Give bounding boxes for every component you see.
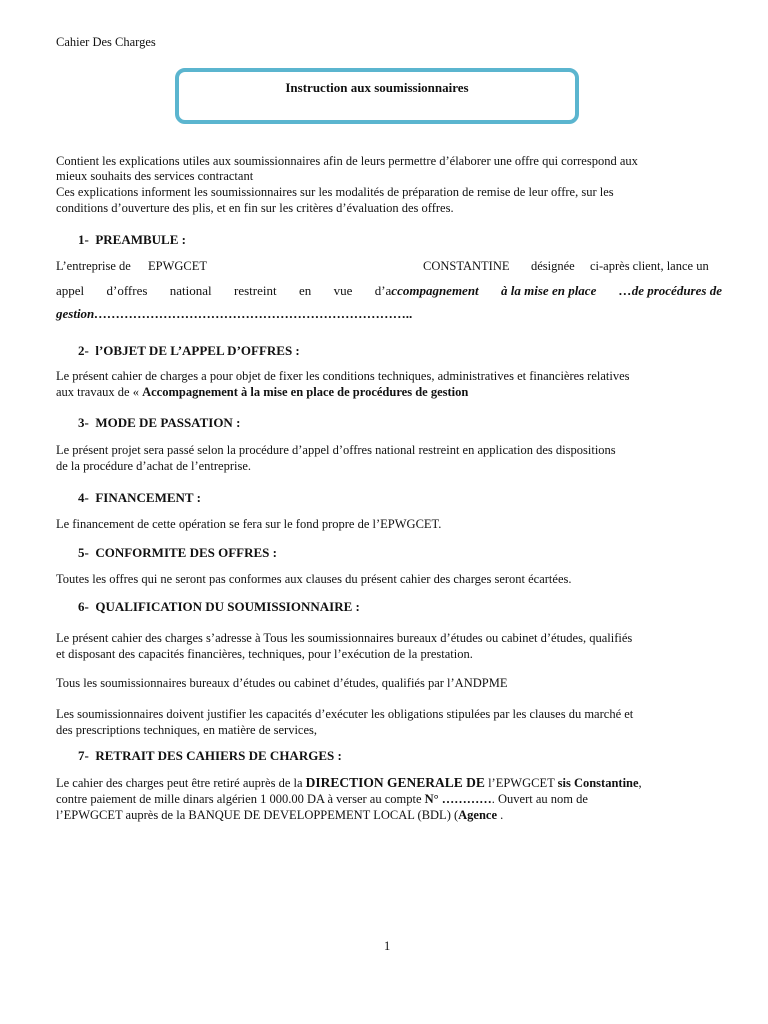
- intro-line-2: mieux souhaits des services contractant: [56, 169, 254, 183]
- section-2-title: l’OBJET DE L’APPEL D’OFFRES :: [95, 343, 300, 358]
- preambule-phrase-procedures: …de procédures de: [618, 283, 722, 298]
- preambule-word-national: national: [169, 283, 212, 298]
- passation-line-2: de la procédure d’achat de l’entreprise.: [56, 459, 252, 473]
- section-5-title: CONFORMITE DES OFFRES :: [95, 545, 277, 560]
- conformite-line-1: Toutes les offres qui ne seront pas conformes aux clauses du présent cahier des charges seront écartées.: [56, 572, 572, 586]
- retrait-location: sis Constantine: [557, 776, 639, 790]
- intro-line-3: Ces explications informent les soumissionnaires sur les modalités de préparation de remise de leur offre, sur les: [56, 185, 614, 199]
- preambule-word-vue: vue: [333, 283, 353, 298]
- section-2-heading: [78, 343, 300, 359]
- preambule-text-d: désignée: [531, 259, 575, 273]
- preambule-city: CONSTANTINE: [423, 259, 510, 273]
- qualification-p1-line-1: Le présent cahier des charges s’adresse à Tous les soumissionnaires bureaux d’études ou cabinet d’études, qualifiés: [56, 631, 633, 645]
- retrait-payment-text: contre paiement de mille dinars algérien 1 000.00 DA à verser au compte: [56, 792, 425, 806]
- retrait-comma: ,: [638, 776, 642, 790]
- retrait-bank-text: l’EPWGCET auprès de la BANQUE DE DEVELOPPEMENT LOCAL (BDL) (: [56, 808, 459, 822]
- preambule-word-accompagnement: ccompagnement: [391, 283, 479, 298]
- section-7-heading: [78, 748, 342, 764]
- section-5-heading: [78, 545, 277, 561]
- document-header-label: Cahier Des Charges: [56, 35, 156, 49]
- qualification-p2-line-1: Tous les soumissionnaires bureaux d’études ou cabinet d’études, qualifiés par l’ANDPME: [56, 676, 508, 690]
- retrait-direction: DIRECTION GENERALE DE: [305, 775, 485, 790]
- preambule-word-da: d’a: [374, 283, 392, 298]
- section-6-title: QUALIFICATION DU SOUMISSIONNAIRE :: [95, 599, 360, 614]
- intro-line-4: conditions d’ouverture des plis, et en fin sur les critères d’évaluation des offres.: [56, 201, 454, 215]
- section-3-number: 3-: [78, 415, 89, 430]
- section-1-number: 1-: [78, 232, 89, 247]
- retrait-agency: Agence: [458, 808, 498, 822]
- retrait-line-1: [56, 775, 642, 791]
- section-6-heading: [78, 599, 360, 615]
- objet-line-1: Le présent cahier de charges a pour objet de fixer les conditions techniques, administratives et financières relatives: [56, 369, 630, 383]
- section-7-number: 7-: [78, 748, 89, 763]
- objet-line-2: [56, 385, 468, 400]
- section-2-number: 2-: [78, 343, 89, 358]
- retrait-line-3: [56, 808, 503, 823]
- preambule-word-offres: d’offres: [106, 283, 148, 298]
- preambule-word-restreint: restreint: [234, 283, 277, 298]
- title-box-heading: Instruction aux soumissionnaires: [285, 80, 469, 95]
- qualification-p1-line-2: et disposant des capacités financières, techniques, pour l’exécution de la prestation.: [56, 647, 473, 661]
- section-1-heading: [78, 232, 186, 248]
- preambule-phrase-mise-en-place: à la mise en place: [501, 283, 597, 298]
- preambule-word-en: en: [298, 283, 312, 298]
- section-3-heading: [78, 415, 240, 431]
- preambule-word-appel: appel: [56, 283, 85, 298]
- preambule-object: [375, 283, 479, 298]
- section-4-number: 4-: [78, 490, 89, 505]
- preambule-company: EPWGCET: [148, 259, 208, 273]
- qualification-p3-line-2: des prescriptions techniques, en matière de services,: [56, 723, 318, 737]
- retrait-opened-text: . Ouvert au nom de: [491, 792, 588, 806]
- qualification-p3-line-1: Les soumissionnaires doivent justifier les capacités d’exécuter les obligations stipulées par les clauses du marché et: [56, 707, 634, 721]
- retrait-text-a: Le cahier des charges peut être retiré auprès de la: [56, 776, 306, 790]
- financement-line-1: Le financement de cette opération se fera sur le fond propre de l’EPWGCET.: [56, 517, 442, 531]
- page-number: 1: [384, 939, 391, 953]
- retrait-company: l’EPWGCET: [484, 776, 558, 790]
- section-4-title: FINANCEMENT :: [95, 490, 201, 505]
- title-box: [175, 68, 579, 124]
- preambule-line-2: [56, 283, 722, 298]
- section-4-heading: [78, 490, 201, 506]
- section-7-title: RETRAIT DES CAHIERS DE CHARGES :: [95, 748, 342, 763]
- section-1-title: PREAMBULE :: [95, 232, 186, 247]
- section-3-title: MODE DE PASSATION :: [95, 415, 241, 430]
- preambule-line-3: gestion………………………………………………………………..: [56, 306, 413, 321]
- retrait-end: .: [497, 808, 504, 822]
- retrait-account-number: N° …………: [424, 792, 492, 806]
- objet-subject: Accompagnement à la mise en place de procédures de gestion: [142, 385, 469, 399]
- intro-line-1: Contient les explications utiles aux soumissionnaires afin de leurs permettre d’élaborer une offre qui correspond aux: [56, 154, 638, 168]
- retrait-line-2: [56, 792, 588, 807]
- section-6-number: 6-: [78, 599, 89, 614]
- section-5-number: 5-: [78, 545, 89, 560]
- objet-text-prefix: aux travaux de «: [56, 385, 143, 399]
- passation-line-1: Le présent projet sera passé selon la procédure d’appel d’offres national restreint en application des dispositions: [56, 443, 616, 457]
- preambule-text-e: ci-après client, lance un: [590, 259, 709, 273]
- preambule-text-a: L’entreprise de: [56, 259, 131, 273]
